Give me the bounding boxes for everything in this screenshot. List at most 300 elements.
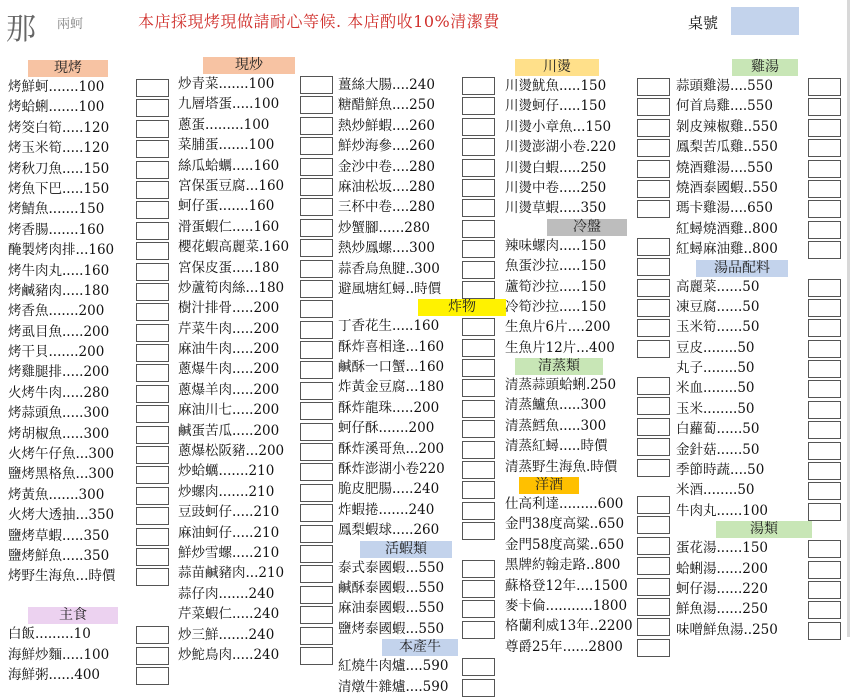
menu-item bbox=[178, 400, 350, 420]
quantity-box[interactable] bbox=[637, 377, 670, 395]
quantity-box[interactable] bbox=[462, 658, 495, 676]
quantity-box[interactable] bbox=[136, 181, 169, 199]
menu-item bbox=[676, 460, 848, 480]
menu-item-label: 季節時蔬....50 bbox=[676, 462, 765, 479]
menu-item-label: 烤鯖魚.......150 bbox=[8, 201, 105, 218]
quantity-box[interactable] bbox=[637, 160, 670, 178]
menu-item-label: 烤筊白筍.....120 bbox=[8, 119, 110, 136]
menu-item-label: 糖醋鮮魚....250 bbox=[338, 97, 435, 114]
menu-item bbox=[8, 261, 180, 281]
quantity-box[interactable] bbox=[637, 516, 670, 534]
menu-item-label: 川燙小章魚...150 bbox=[505, 118, 612, 135]
quantity-box[interactable] bbox=[637, 598, 670, 616]
menu-item-label: 酥炸龍珠.....200 bbox=[338, 399, 440, 416]
category-header: 現炒 bbox=[203, 57, 295, 74]
quantity-box[interactable] bbox=[136, 140, 169, 158]
quantity-box[interactable] bbox=[300, 484, 333, 502]
restaurant-name: 那 bbox=[6, 12, 37, 47]
quantity-box[interactable] bbox=[637, 258, 670, 276]
quantity-box[interactable] bbox=[462, 621, 495, 639]
menu-item bbox=[505, 236, 677, 256]
menu-item bbox=[178, 645, 350, 665]
menu-item-label: 炒螺肉.......210 bbox=[178, 483, 275, 500]
menu-item-label: 紅燒牛肉爐....590 bbox=[338, 658, 449, 675]
quantity-box[interactable] bbox=[300, 627, 333, 645]
quantity-box[interactable] bbox=[808, 279, 841, 297]
quantity-box[interactable] bbox=[637, 319, 670, 337]
quantity-box[interactable] bbox=[300, 280, 333, 298]
menu-item bbox=[8, 118, 180, 138]
table-number-input[interactable] bbox=[731, 7, 799, 35]
menu-item bbox=[178, 604, 350, 624]
menu-item bbox=[178, 217, 350, 237]
menu-item-label: 泰式泰國蝦...550 bbox=[338, 559, 445, 576]
quantity-box[interactable] bbox=[637, 618, 670, 636]
menu-item-label: 米酒........50 bbox=[676, 482, 755, 499]
menu-item-label: 麻油川七.....200 bbox=[178, 402, 280, 419]
menu-item bbox=[338, 357, 510, 377]
quantity-box[interactable] bbox=[136, 548, 169, 566]
menu-column-5 bbox=[676, 59, 848, 640]
quantity-box[interactable] bbox=[637, 78, 670, 96]
category-header: 洋酒 bbox=[519, 477, 579, 494]
menu-item-label: 炒蘆筍肉絲...180 bbox=[178, 279, 285, 296]
quantity-box[interactable] bbox=[462, 97, 495, 115]
quantity-box[interactable] bbox=[462, 502, 495, 520]
menu-item-label: 蘇格登12年....1500 bbox=[505, 577, 628, 594]
quantity-box[interactable] bbox=[462, 600, 495, 618]
menu-item bbox=[8, 301, 180, 321]
menu-item-label: 蛋花湯......150 bbox=[676, 540, 769, 557]
menu-item bbox=[676, 317, 848, 337]
menu-column-3 bbox=[338, 75, 510, 697]
menu-item-label: 鳳梨蝦球.....260 bbox=[338, 522, 440, 539]
menu-item-label: 丸子........50 bbox=[676, 360, 755, 377]
menu-item bbox=[8, 665, 180, 685]
menu-item bbox=[505, 297, 677, 317]
menu-item-label: 蔥爆松阪豬...200 bbox=[178, 443, 285, 460]
menu-item-label: 烤蛤蜊.......100 bbox=[8, 99, 105, 116]
quantity-box[interactable] bbox=[300, 178, 333, 196]
category-header: 湯類 bbox=[716, 521, 812, 538]
quantity-box[interactable] bbox=[136, 364, 169, 382]
menu-item bbox=[178, 135, 350, 155]
menu-item bbox=[178, 461, 350, 481]
quantity-box[interactable] bbox=[808, 482, 841, 500]
menu-item bbox=[8, 322, 180, 342]
quantity-box[interactable] bbox=[462, 281, 495, 299]
quantity-box[interactable] bbox=[136, 405, 169, 423]
menu-item-label: 豆皮........50 bbox=[676, 339, 755, 356]
quantity-box[interactable] bbox=[462, 318, 495, 336]
quantity-box[interactable] bbox=[136, 667, 169, 685]
quantity-box[interactable] bbox=[808, 442, 841, 460]
quantity-box[interactable] bbox=[136, 201, 169, 219]
quantity-box[interactable] bbox=[300, 525, 333, 543]
menu-item-label: 烤鹹豬肉.....180 bbox=[8, 282, 110, 299]
quantity-box[interactable] bbox=[300, 321, 333, 339]
menu-item bbox=[178, 441, 350, 461]
quantity-box[interactable] bbox=[136, 385, 169, 403]
quantity-box[interactable] bbox=[462, 339, 495, 357]
menu-item bbox=[505, 555, 677, 575]
menu-item-label: 芹菜蝦仁.....240 bbox=[178, 606, 280, 623]
quantity-box[interactable] bbox=[300, 443, 333, 461]
quantity-box[interactable] bbox=[462, 118, 495, 136]
quantity-box[interactable] bbox=[136, 161, 169, 179]
menu-item bbox=[8, 199, 180, 219]
menu-item-label: 鹽烤草蝦.....350 bbox=[8, 527, 110, 544]
menu-item bbox=[505, 96, 677, 116]
menu-item bbox=[8, 485, 180, 505]
menu-item-label: 炒三鮮.......240 bbox=[178, 626, 275, 643]
menu-item bbox=[676, 297, 848, 317]
quantity-box[interactable] bbox=[462, 359, 495, 377]
quantity-box[interactable] bbox=[808, 180, 841, 198]
menu-item-label: 酥炸澎湖小卷220 bbox=[338, 461, 445, 478]
quantity-box[interactable] bbox=[462, 138, 495, 156]
menu-item-label: 牛肉丸......100 bbox=[676, 502, 769, 519]
quantity-box[interactable] bbox=[808, 380, 841, 398]
quantity-box[interactable] bbox=[462, 400, 495, 418]
quantity-box[interactable] bbox=[808, 503, 841, 521]
quantity-box[interactable] bbox=[300, 647, 333, 665]
menu-item bbox=[8, 220, 180, 240]
quantity-box[interactable] bbox=[808, 241, 841, 259]
quantity-box[interactable] bbox=[637, 397, 670, 415]
quantity-box[interactable] bbox=[462, 580, 495, 598]
quantity-box[interactable] bbox=[462, 77, 495, 95]
menu-item-label: 格蘭利威13年..2200 bbox=[505, 618, 633, 635]
menu-item bbox=[8, 362, 180, 382]
quantity-box[interactable] bbox=[637, 418, 670, 436]
quantity-box[interactable] bbox=[808, 340, 841, 358]
quantity-box[interactable] bbox=[136, 283, 169, 301]
quantity-box[interactable] bbox=[462, 441, 495, 459]
quantity-box[interactable] bbox=[300, 423, 333, 441]
quantity-box[interactable] bbox=[136, 79, 169, 97]
menu-item bbox=[8, 624, 180, 644]
quantity-box[interactable] bbox=[300, 565, 333, 583]
menu-item bbox=[505, 576, 677, 596]
menu-item-label: 清蒸鱈魚.....300 bbox=[505, 417, 607, 434]
category-header: 雞湯 bbox=[732, 59, 798, 76]
menu-item-label: 川燙中卷.....250 bbox=[505, 179, 607, 196]
menu-item-label: 酥炸喜相逢...160 bbox=[338, 338, 445, 355]
menu-item-label: 燒酒泰國蝦..550 bbox=[676, 179, 778, 196]
quantity-box[interactable] bbox=[808, 221, 841, 239]
quantity-box[interactable] bbox=[136, 242, 169, 260]
menu-item bbox=[8, 383, 180, 403]
quantity-box[interactable] bbox=[300, 239, 333, 257]
menu-item-label: 炸蝦捲.......240 bbox=[338, 501, 435, 518]
menu-item bbox=[338, 598, 510, 618]
menu-item-label: 川燙白蝦.....250 bbox=[505, 159, 607, 176]
menu-item-label: 鹹蛋苦瓜.....200 bbox=[178, 422, 280, 439]
quantity-box[interactable] bbox=[637, 557, 670, 575]
menu-item bbox=[8, 526, 180, 546]
quantity-box[interactable] bbox=[808, 139, 841, 157]
quantity-box[interactable] bbox=[300, 463, 333, 481]
quantity-box[interactable] bbox=[462, 159, 495, 177]
quantity-box[interactable] bbox=[300, 341, 333, 359]
menu-item bbox=[338, 316, 510, 336]
quantity-box[interactable] bbox=[808, 160, 841, 178]
menu-item bbox=[178, 115, 350, 135]
quantity-box[interactable] bbox=[300, 504, 333, 522]
quantity-box[interactable] bbox=[462, 679, 495, 697]
quantity-box[interactable] bbox=[300, 198, 333, 216]
menu-item-label: 炒蛤蠣.......210 bbox=[178, 463, 275, 480]
quantity-box[interactable] bbox=[637, 639, 670, 657]
menu-item-label: 白飯.........10 bbox=[8, 626, 91, 643]
menu-item-label: 烤雞腿排.....200 bbox=[8, 364, 110, 381]
quantity-box[interactable] bbox=[637, 238, 670, 256]
menu-item bbox=[8, 645, 180, 665]
menu-item-label: 清蒸蒜頭蛤蜊.250 bbox=[505, 377, 617, 394]
menu-item bbox=[338, 177, 510, 197]
menu-item bbox=[338, 136, 510, 156]
quantity-box[interactable] bbox=[462, 379, 495, 397]
menu-item bbox=[338, 238, 510, 258]
quantity-box[interactable] bbox=[300, 545, 333, 563]
menu-item-label: 菜脯蛋.......100 bbox=[178, 137, 275, 154]
menu-item bbox=[178, 298, 350, 318]
table-number-label: 桌號 bbox=[688, 14, 719, 32]
quantity-box[interactable] bbox=[808, 561, 841, 579]
quantity-box[interactable] bbox=[808, 78, 841, 96]
quantity-box[interactable] bbox=[136, 568, 169, 586]
quantity-box[interactable] bbox=[136, 324, 169, 342]
menu-item bbox=[676, 559, 848, 579]
menu-item bbox=[178, 156, 350, 176]
quantity-box[interactable] bbox=[136, 120, 169, 138]
menu-item bbox=[676, 239, 848, 259]
menu-item bbox=[338, 418, 510, 438]
menu-item-label: 高麗菜......50 bbox=[676, 278, 760, 295]
menu-item bbox=[505, 117, 677, 137]
quantity-box[interactable] bbox=[808, 581, 841, 599]
quantity-box[interactable] bbox=[300, 260, 333, 278]
menu-item-label: 蒜苗鹹豬肉...210 bbox=[178, 565, 285, 582]
category-header: 現烤 bbox=[28, 60, 108, 77]
menu-item bbox=[178, 74, 350, 94]
quantity-box[interactable] bbox=[637, 200, 670, 218]
menu-item-label: 蚵仔湯......220 bbox=[676, 580, 769, 597]
menu-item bbox=[8, 505, 180, 525]
menu-item-label: 烤胡椒魚.....300 bbox=[8, 425, 110, 442]
menu-item-label: 蚵仔酥.......200 bbox=[338, 420, 435, 437]
menu-item bbox=[505, 256, 677, 276]
menu-item-label: 清蒸紅蟳.....時價 bbox=[505, 438, 608, 455]
quantity-box[interactable] bbox=[808, 200, 841, 218]
menu-item-label: 海鮮炒麵.....100 bbox=[8, 646, 110, 663]
quantity-box[interactable] bbox=[808, 119, 841, 137]
quantity-box[interactable] bbox=[136, 507, 169, 525]
quantity-box[interactable] bbox=[300, 361, 333, 379]
quantity-box[interactable] bbox=[136, 487, 169, 505]
menu-item-label: 紅蟳麻油雞..800 bbox=[676, 241, 778, 258]
quantity-box[interactable] bbox=[462, 560, 495, 578]
menu-item-label: 金門38度高粱..650 bbox=[505, 516, 625, 533]
menu-item bbox=[8, 77, 180, 97]
quantity-box[interactable] bbox=[300, 219, 333, 237]
menu-item-label: 清蒸鱸魚.....300 bbox=[505, 397, 607, 414]
menu-item-label: 生魚片12片...400 bbox=[505, 339, 615, 356]
menu-item bbox=[338, 656, 510, 676]
menu-item-label: 烤玉米筍.....120 bbox=[8, 140, 110, 157]
quantity-box[interactable] bbox=[136, 446, 169, 464]
menu-item-label: 烤干貝.......200 bbox=[8, 344, 105, 361]
quantity-box[interactable] bbox=[808, 401, 841, 419]
quantity-box[interactable] bbox=[637, 180, 670, 198]
quantity-box[interactable] bbox=[136, 222, 169, 240]
quantity-box[interactable] bbox=[462, 522, 495, 540]
quantity-box[interactable] bbox=[808, 98, 841, 116]
menu-item bbox=[338, 377, 510, 397]
menu-item bbox=[338, 520, 510, 540]
quantity-box[interactable] bbox=[136, 426, 169, 444]
quantity-box[interactable] bbox=[637, 537, 670, 555]
quantity-box[interactable] bbox=[637, 279, 670, 297]
quantity-box[interactable] bbox=[300, 402, 333, 420]
menu-item bbox=[505, 436, 677, 456]
menu-item-label: 川燙澎湖小卷.220 bbox=[505, 139, 617, 156]
quantity-box[interactable] bbox=[136, 303, 169, 321]
quantity-box[interactable] bbox=[300, 137, 333, 155]
quantity-box[interactable] bbox=[300, 96, 333, 114]
quantity-box[interactable] bbox=[300, 586, 333, 604]
quantity-box[interactable] bbox=[808, 299, 841, 317]
menu-item bbox=[8, 97, 180, 117]
menu-item-label: 烤香腸.......160 bbox=[8, 221, 105, 238]
menu-item-label: 鹹酥一口蟹...160 bbox=[338, 359, 445, 376]
quantity-box[interactable] bbox=[462, 420, 495, 438]
quantity-box[interactable] bbox=[808, 462, 841, 480]
menu-item-label: 鮮魚湯......250 bbox=[676, 601, 769, 618]
menu-item-label: 金沙中卷....280 bbox=[338, 158, 435, 175]
menu-item-label: 麥卡倫...........1800 bbox=[505, 597, 628, 614]
quantity-box[interactable] bbox=[462, 220, 495, 238]
quantity-box[interactable] bbox=[637, 98, 670, 116]
menu-item bbox=[338, 459, 510, 479]
quantity-box[interactable] bbox=[136, 528, 169, 546]
menu-item-label: 烤鮮蚵.......100 bbox=[8, 79, 105, 95]
menu-item-label: 蒜香烏魚腱..300 bbox=[338, 260, 440, 277]
menu-item-label: 烤牛肉丸.....160 bbox=[8, 262, 110, 279]
menu-item-label: 薑絲大腸....240 bbox=[338, 77, 435, 93]
quantity-box[interactable] bbox=[136, 344, 169, 362]
menu-item-label: 避風塘紅蟳..時價 bbox=[338, 280, 442, 297]
category-header: 清蒸類 bbox=[515, 358, 603, 375]
quantity-box[interactable] bbox=[300, 158, 333, 176]
menu-item bbox=[178, 543, 350, 563]
menu-item bbox=[676, 117, 848, 137]
menu-item bbox=[178, 502, 350, 522]
quantity-box[interactable] bbox=[637, 438, 670, 456]
quantity-box[interactable] bbox=[462, 461, 495, 479]
menu-item bbox=[178, 339, 350, 359]
menu-item bbox=[676, 501, 848, 521]
menu-item bbox=[676, 599, 848, 619]
quantity-box[interactable] bbox=[462, 481, 495, 499]
quantity-box[interactable] bbox=[808, 319, 841, 337]
menu-item-label: 蔥爆羊肉.....200 bbox=[178, 381, 280, 398]
quantity-box[interactable] bbox=[637, 119, 670, 137]
quantity-box[interactable] bbox=[808, 622, 841, 640]
menu-item-label: 冷筍沙拉.....150 bbox=[505, 298, 607, 315]
quantity-box[interactable] bbox=[136, 626, 169, 644]
menu-item-label: 金門58度高粱..650 bbox=[505, 536, 625, 553]
menu-item-label: 麻油蚵仔.....210 bbox=[178, 524, 280, 541]
menu-item bbox=[8, 403, 180, 423]
menu-item bbox=[676, 96, 848, 116]
menu-item-label: 樹汁排骨.....200 bbox=[178, 300, 280, 317]
service-notice: 本店採現烤現做請耐心等候. 本店酌收10%清潔費 bbox=[138, 12, 500, 31]
menu-item bbox=[178, 237, 350, 257]
quantity-box[interactable] bbox=[637, 496, 670, 514]
quantity-box[interactable] bbox=[300, 382, 333, 400]
quantity-box[interactable] bbox=[136, 263, 169, 281]
menu-item bbox=[338, 259, 510, 279]
quantity-box[interactable] bbox=[462, 240, 495, 258]
menu-item-label: 海鮮粥......400 bbox=[8, 666, 101, 683]
quantity-box[interactable] bbox=[300, 76, 333, 94]
menu-item-label: 鮮炒雪螺.....210 bbox=[178, 544, 280, 561]
menu-item bbox=[676, 419, 848, 439]
quantity-box[interactable] bbox=[462, 179, 495, 197]
menu-item-label: 白蘿蔔......50 bbox=[676, 421, 760, 438]
menu-item-label: 醃製烤肉排...160 bbox=[8, 242, 115, 259]
menu-item bbox=[8, 179, 180, 199]
menu-item bbox=[178, 380, 350, 400]
quantity-box[interactable] bbox=[136, 647, 169, 665]
quantity-box[interactable] bbox=[462, 261, 495, 279]
quantity-box[interactable] bbox=[808, 601, 841, 619]
quantity-box[interactable] bbox=[808, 360, 841, 378]
menu-item bbox=[505, 494, 677, 514]
menu-item-label: 滑蛋蝦仁.....160 bbox=[178, 218, 280, 235]
menu-item-label: 蛤蜊湯......200 bbox=[676, 560, 769, 577]
menu-item bbox=[676, 358, 848, 378]
menu-item bbox=[505, 76, 677, 96]
menu-item bbox=[505, 375, 677, 395]
quantity-box[interactable] bbox=[637, 459, 670, 477]
quantity-box[interactable] bbox=[300, 117, 333, 135]
quantity-box[interactable] bbox=[462, 199, 495, 217]
menu-item-label: 清蒸野生海魚.時價 bbox=[505, 458, 618, 475]
quantity-box[interactable] bbox=[300, 300, 333, 318]
menu-item-label: 清燉牛雜爐....590 bbox=[338, 678, 449, 695]
category-header: 川燙 bbox=[515, 59, 599, 76]
menu-item-label: 鮮炒海參....260 bbox=[338, 138, 435, 155]
menu-item-label: 鹹酥泰國蝦...550 bbox=[338, 579, 445, 596]
quantity-box[interactable] bbox=[136, 99, 169, 117]
quantity-box[interactable] bbox=[637, 299, 670, 317]
menu-item bbox=[505, 535, 677, 555]
quantity-box[interactable] bbox=[637, 340, 670, 358]
quantity-box[interactable] bbox=[808, 421, 841, 439]
quantity-box[interactable] bbox=[808, 540, 841, 558]
menu-item bbox=[505, 395, 677, 415]
quantity-box[interactable] bbox=[136, 466, 169, 484]
menu-item-label: 蘆筍沙拉.....150 bbox=[505, 278, 607, 295]
quantity-box[interactable] bbox=[300, 606, 333, 624]
quantity-box[interactable] bbox=[637, 578, 670, 596]
quantity-box[interactable] bbox=[637, 139, 670, 157]
menu-item-label: 燒酒雞湯....550 bbox=[676, 159, 773, 176]
menu-item bbox=[8, 566, 180, 586]
